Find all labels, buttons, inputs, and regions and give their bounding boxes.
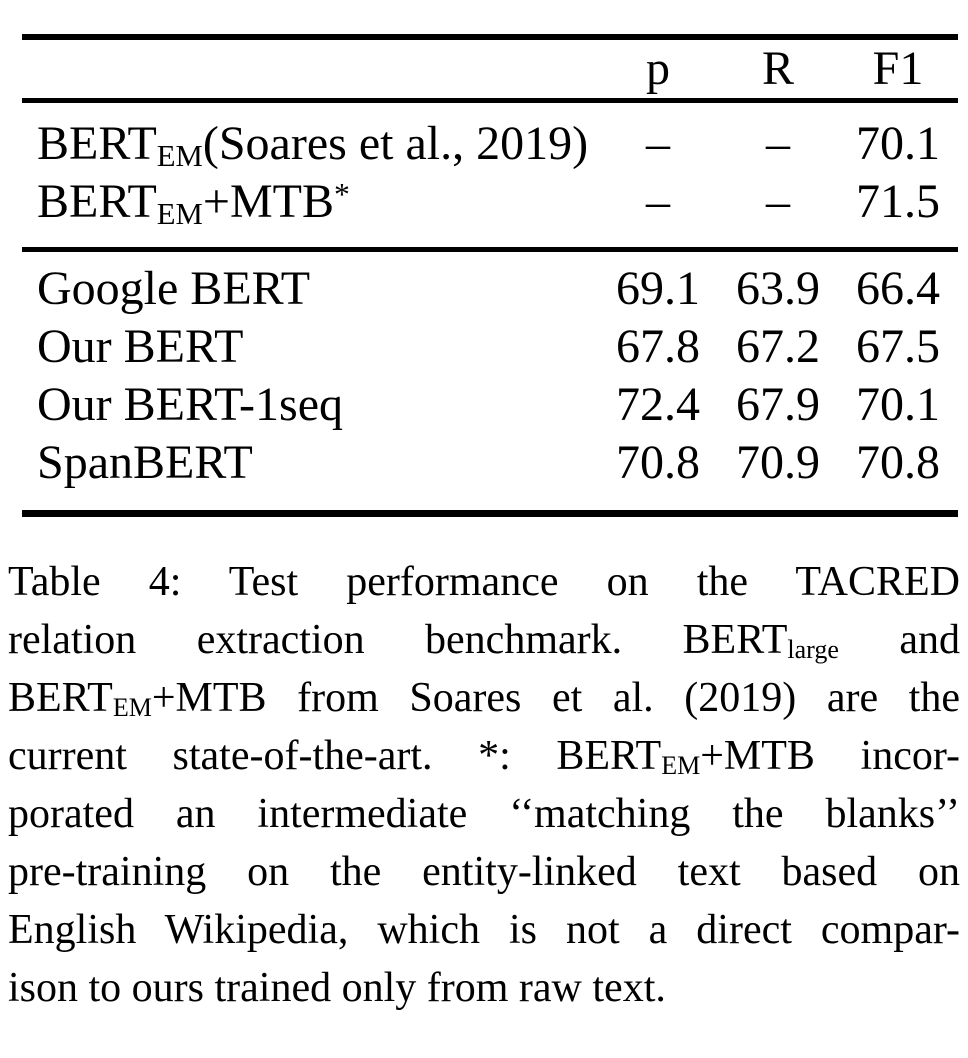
model-name-superscript: * [333, 176, 350, 212]
caption-text: and [838, 617, 960, 663]
model-name-text: BERT [37, 175, 157, 228]
table-row [22, 173, 958, 250]
published-results-group [22, 101, 958, 250]
table-row [22, 434, 958, 514]
cell-p: 70.8 [616, 436, 700, 489]
cell-f1: 70.8 [856, 436, 940, 489]
cell-r: 67.9 [736, 378, 820, 431]
table-row [22, 250, 958, 319]
caption-line [8, 669, 960, 727]
table-row [22, 101, 958, 174]
cell-r: – [766, 117, 790, 170]
model-name: Google BERT [37, 262, 311, 315]
results-table [22, 34, 958, 517]
cell-r: 63.9 [736, 262, 820, 315]
cell-r: 70.9 [736, 436, 820, 489]
caption-text: +MTB from Soares et al. (2019) are the [151, 675, 960, 721]
caption-text: BERT [8, 675, 113, 721]
model-name-text: BERT [37, 117, 157, 170]
model-name: Our BERT-1seq [37, 378, 343, 431]
caption-text: English Wikipedia, which is not a direct compar- [8, 907, 960, 953]
cell-p: 72.4 [616, 378, 700, 431]
model-name-subscript: EM [156, 138, 203, 173]
our-results-group [22, 250, 958, 514]
cell-f1: 70.1 [856, 117, 940, 170]
caption-text: current state-of-the-art. *: BERT [8, 733, 662, 779]
caption-line [8, 901, 960, 959]
table-row [22, 376, 958, 434]
cell-r: 67.2 [736, 320, 820, 373]
cell-f1: 66.4 [856, 262, 940, 315]
header-f1: F1 [838, 37, 958, 101]
model-name: SpanBERT [37, 436, 253, 489]
header-row [22, 37, 958, 101]
caption-subscript: large [787, 635, 839, 665]
model-name-text: (Soares et al., 2019) [202, 117, 589, 170]
model-name [22, 101, 598, 174]
caption-line [8, 785, 960, 843]
model-name-subscript: EM [156, 196, 203, 231]
caption-text: pre-training on the entity-linked text based on [8, 849, 960, 895]
caption-text: porated an intermediate ‘‘matching the blanks’’ [8, 791, 960, 837]
table-row [22, 318, 958, 376]
cell-p: 67.8 [616, 320, 700, 373]
header-precision: p [598, 37, 718, 101]
caption-text: +MTB incor- [700, 733, 960, 779]
model-name: Our BERT [37, 320, 244, 373]
cell-p: – [646, 117, 670, 170]
caption-line [8, 843, 960, 901]
cell-f1: 71.5 [856, 175, 940, 228]
caption-text: relation extraction benchmark. BERT [8, 617, 788, 663]
cell-p: 69.1 [616, 262, 700, 315]
cell-r: – [766, 175, 790, 228]
cell-p: – [646, 175, 670, 228]
table-caption [8, 553, 960, 1017]
table-header [22, 37, 958, 101]
cell-f1: 67.5 [856, 320, 940, 373]
model-name [22, 173, 598, 250]
caption-line [8, 553, 960, 611]
caption-line [8, 611, 960, 669]
caption-line [8, 727, 960, 785]
caption-text: ison to ours trained only from raw text. [8, 965, 666, 1011]
caption-line [8, 959, 960, 1017]
caption-text: Table 4: Test performance on the TACRED [8, 559, 960, 605]
cell-f1: 70.1 [856, 378, 940, 431]
header-recall: R [718, 37, 838, 101]
header-empty-cell [22, 37, 598, 101]
caption-subscript: EM [661, 751, 701, 781]
caption-subscript: EM [112, 693, 152, 723]
model-name-text: +MTB [202, 175, 334, 228]
